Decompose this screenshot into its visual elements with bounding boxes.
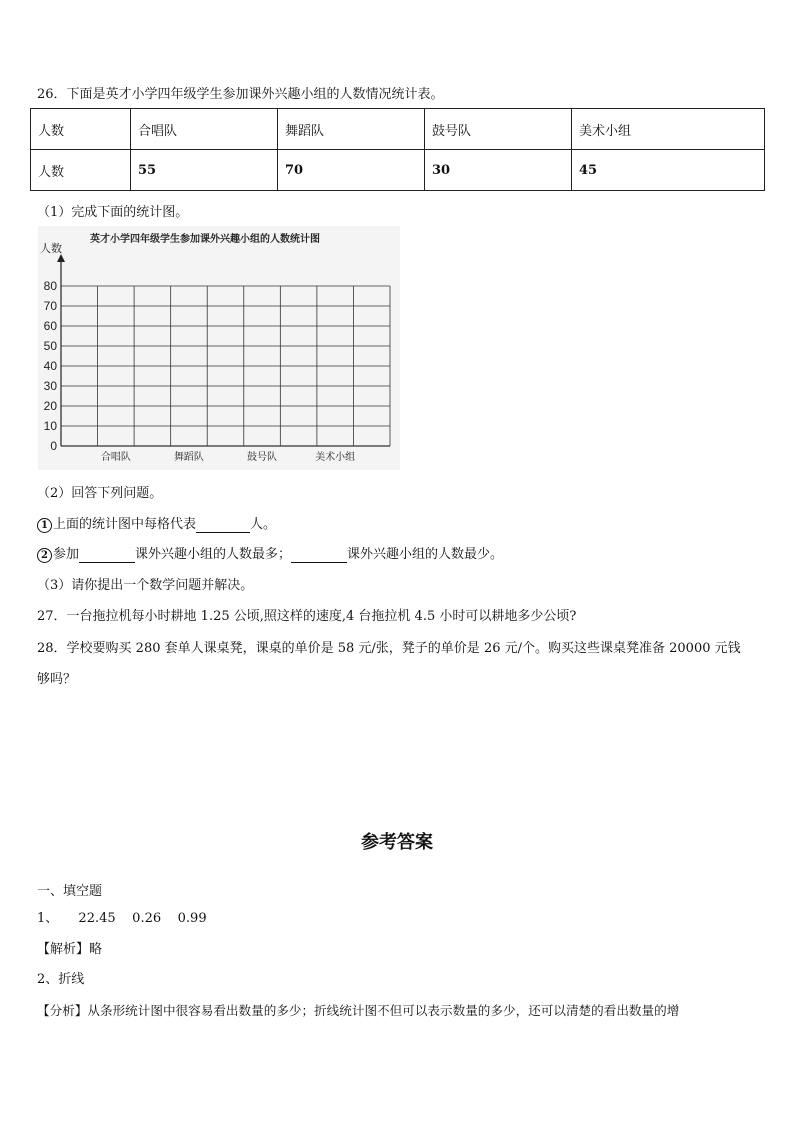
answer-blank[interactable] <box>196 518 250 533</box>
answer-blank[interactable] <box>79 548 135 563</box>
chart-y-tick-label: 30 <box>43 379 57 393</box>
chart-x-tick-label: 鼓号队 <box>247 452 278 463</box>
chart-x-tick-label: 舞蹈队 <box>173 452 204 463</box>
chart-y-tick-label: 10 <box>43 419 57 433</box>
q26-sub2 <box>37 543 503 563</box>
chart-y-axis-label: 人数 <box>40 243 62 255</box>
sub2-prefix: 参加 <box>53 547 80 562</box>
chart-y-tick-label: 70 <box>43 299 57 313</box>
chart-y-axis-arrow <box>57 254 65 262</box>
table-cell: 鼓号队 <box>425 109 572 150</box>
answer-1 <box>37 907 207 926</box>
table-cell: 55 <box>131 150 278 191</box>
answers-title: 参考答案 <box>361 832 433 853</box>
chart-x-tick-label: 合唱队 <box>100 452 131 463</box>
sub1-suffix: 人。 <box>250 517 277 532</box>
answer-blank[interactable] <box>291 548 347 563</box>
table-cell: 合唱队 <box>131 109 278 150</box>
answer-2: 2、折线 <box>37 972 85 987</box>
chart-y-tick-label: 20 <box>43 399 57 413</box>
circled-number: 1 <box>37 518 52 533</box>
sub2-mid: 课外兴趣小组的人数最多； <box>135 547 292 562</box>
sub2-suffix: 课外兴趣小组的人数最少。 <box>347 547 504 562</box>
q26-part3: （3）请你提出一个数学问题并解决。 <box>37 578 254 593</box>
q26-part1: （1）完成下面的统计图。 <box>37 205 189 220</box>
chart-y-tick-label: 0 <box>50 439 57 453</box>
chart-grid <box>61 286 390 446</box>
answers-section1: 一、填空题 <box>37 884 103 899</box>
chart-y-tick-label: 60 <box>43 319 57 333</box>
circled-number: 2 <box>37 548 52 563</box>
table-cell: 30 <box>425 150 572 191</box>
chart-y-tick-label: 50 <box>43 339 57 353</box>
q27-text: 27．一台拖拉机每小时耕地 1.25 公顷,照这样的速度,4 台拖拉机 4.5 小时可以耕地多少公顷? <box>37 609 577 624</box>
chart-title: 英才小学四年级学生参加课外兴趣小组的人数统计图 <box>90 234 320 245</box>
table-row <box>31 150 765 191</box>
chart-y-tick-label: 40 <box>43 359 57 373</box>
q28-line2: 够吗？ <box>37 672 77 687</box>
table-cell: 人数 <box>31 150 131 191</box>
q28-line1: 28．学校要购买 280 套单人课桌凳，课桌的单价是 58 元/张，凳子的单价是 26 元/个。购买这些课桌凳准备 20000 元钱 <box>37 641 741 656</box>
chart-y-tick-label: 80 <box>43 279 57 293</box>
table-cell: 人数 <box>31 109 131 150</box>
answer-1-number: 1、 <box>37 911 59 926</box>
bar-chart-svg <box>38 226 400 470</box>
table-cell: 45 <box>572 150 765 191</box>
table-cell: 美术小组 <box>572 109 765 150</box>
q26-part2: （2）回答下列问题。 <box>37 486 163 501</box>
answer-1-analysis: 【解析】略 <box>37 942 103 957</box>
chart-x-categories <box>101 450 355 463</box>
bar-chart-figure <box>38 226 400 470</box>
answer-1-values: 22.45 0.26 0.99 <box>78 911 207 926</box>
stats-table <box>30 108 765 191</box>
table-cell: 70 <box>278 150 425 191</box>
chart-x-tick-label: 美术小组 <box>315 452 356 463</box>
q26-intro: 26．下面是英才小学四年级学生参加课外兴趣小组的人数情况统计表。 <box>37 87 444 102</box>
table-row <box>31 109 765 150</box>
q26-sub1 <box>37 513 276 533</box>
answer-2-analysis: 【分析】从条形统计图中很容易看出数量的多少；折线统计图不但可以表示数量的多少，还可以清楚的看出数量的增 <box>37 1003 680 1018</box>
chart-y-ticks <box>44 279 58 453</box>
table-cell: 舞蹈队 <box>278 109 425 150</box>
sub1-prefix: 上面的统计图中每格代表 <box>53 517 197 532</box>
